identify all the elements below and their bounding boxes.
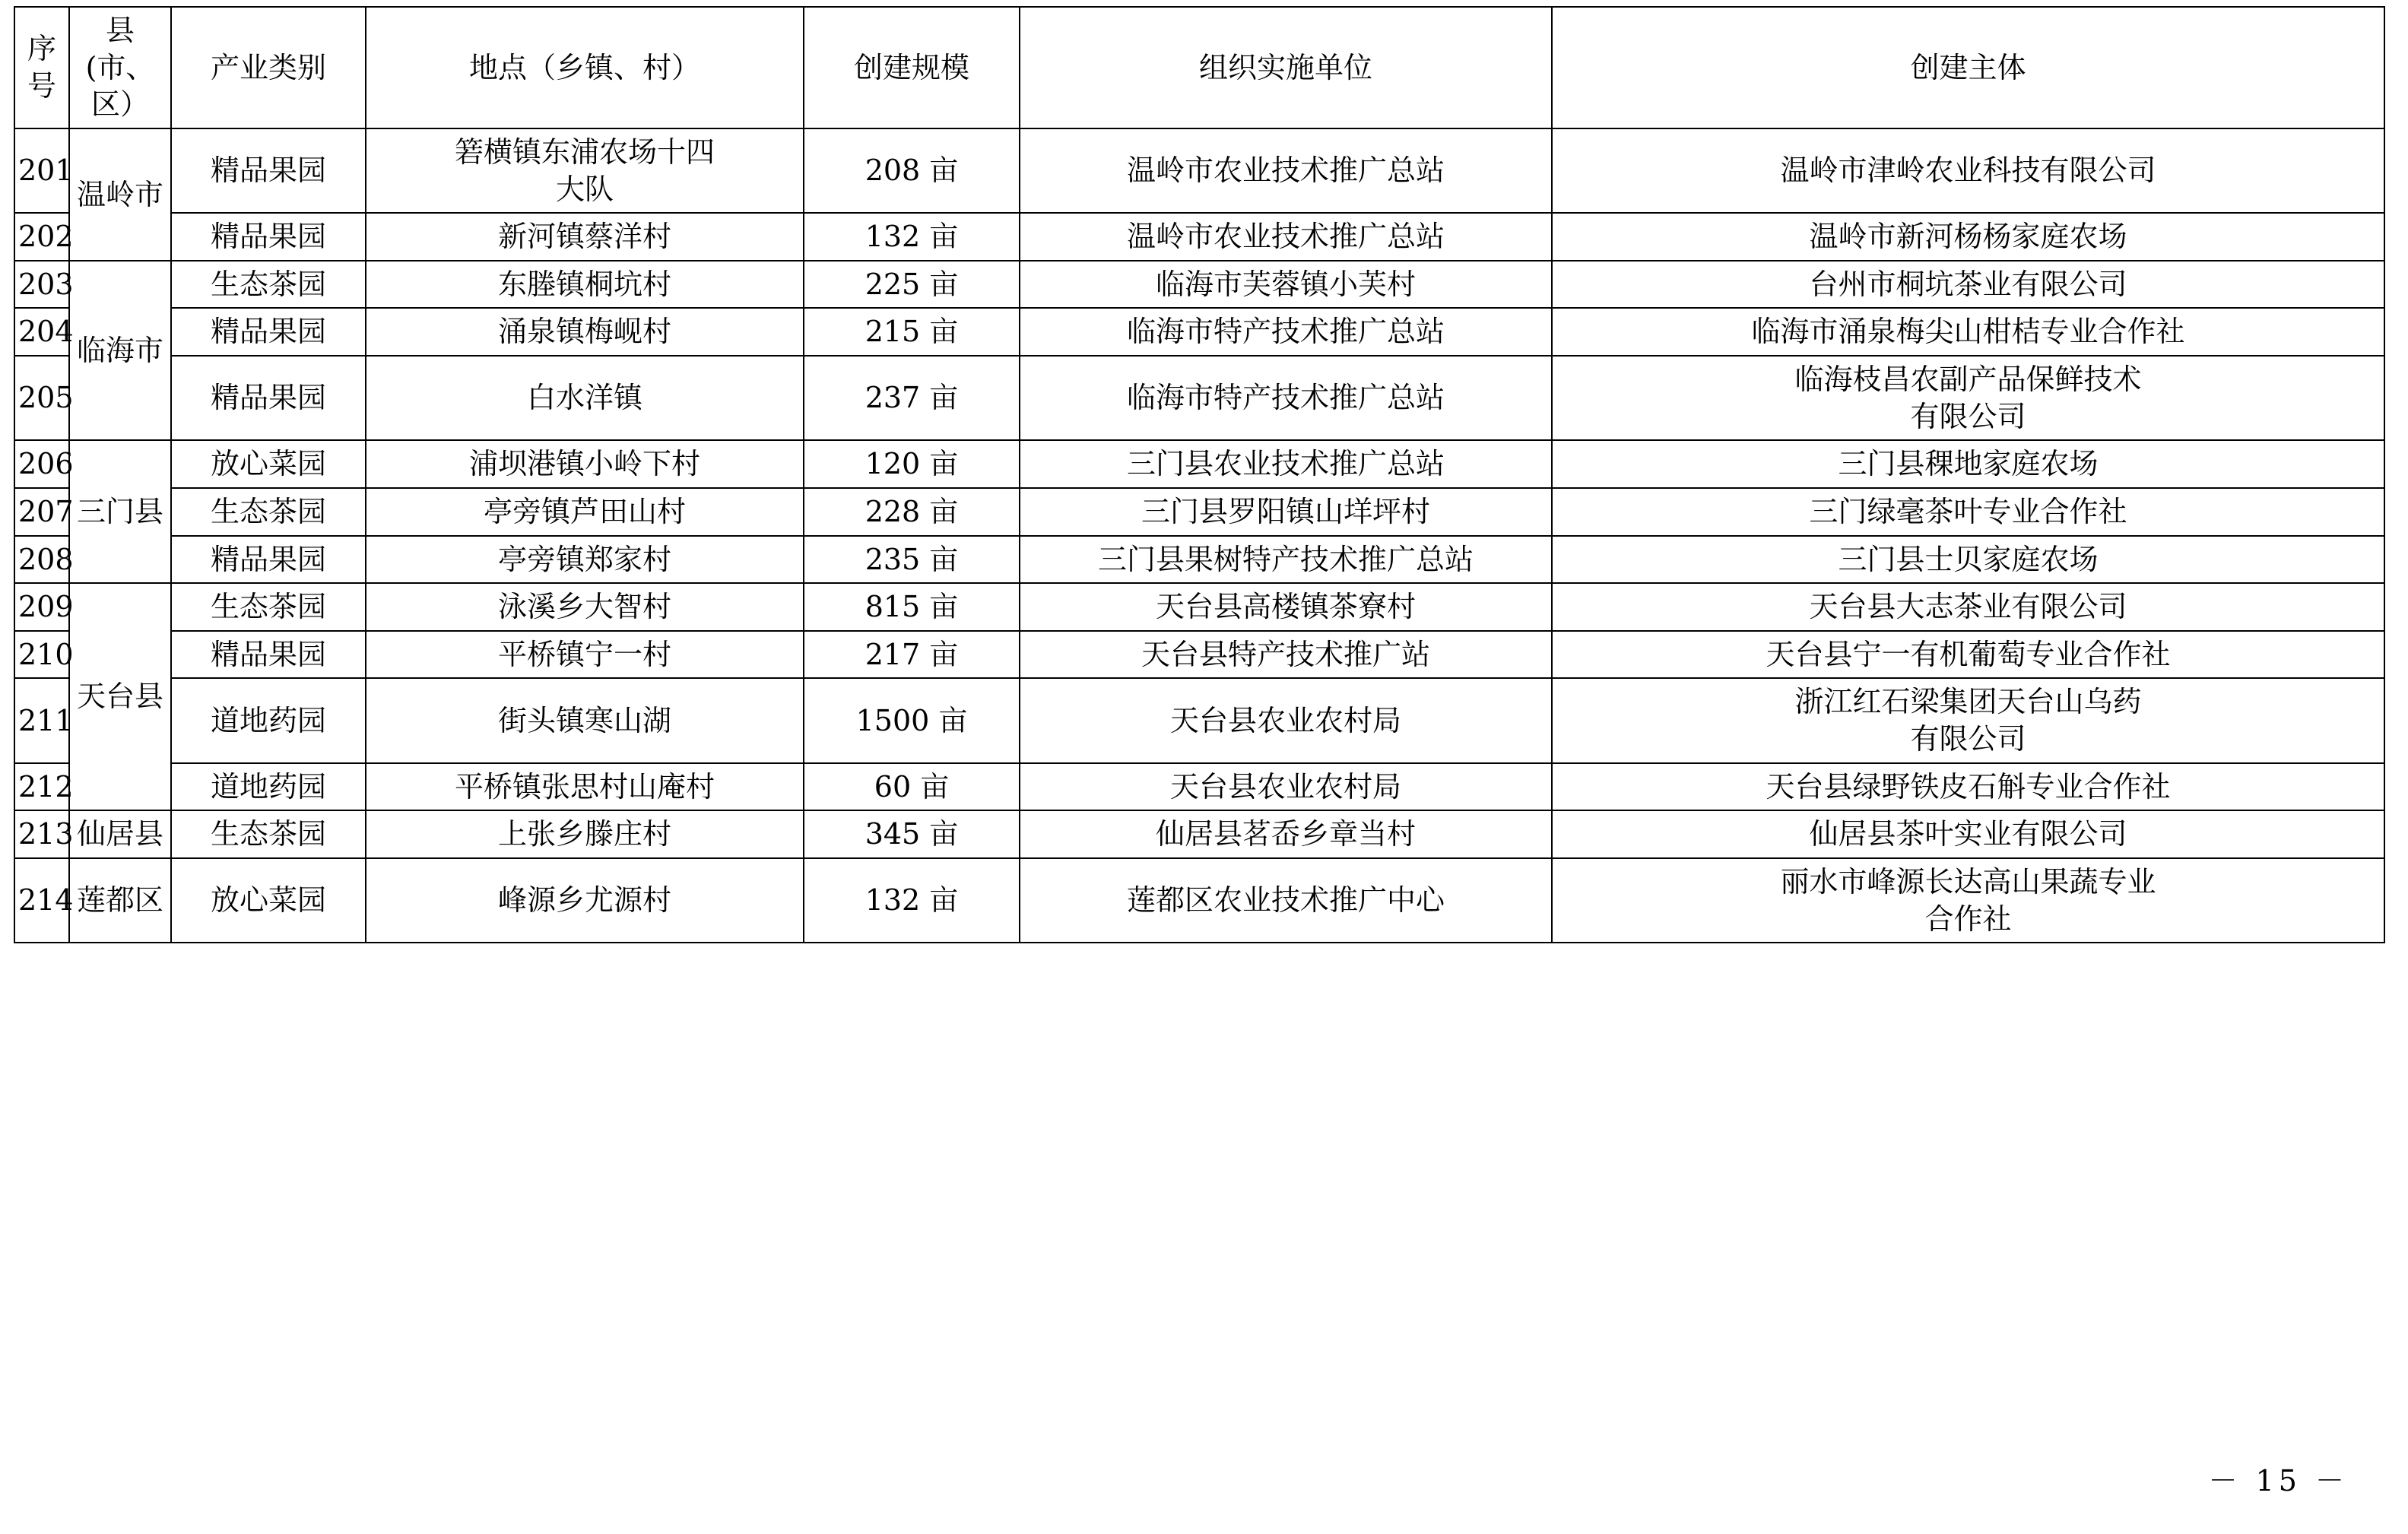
cell-subject-line1: 浙江红石梁集团天台山乌药 bbox=[1794, 685, 2142, 719]
cell-sequence: 212 bbox=[14, 763, 69, 811]
cell-subject: 三门绿毫茶叶专业合作社 bbox=[1552, 488, 2384, 536]
cell-sequence: 208 bbox=[14, 536, 69, 584]
column-header-sequence bbox=[14, 7, 69, 128]
cell-organizer: 三门县农业技术推广总站 bbox=[1020, 440, 1552, 488]
cell-sequence: 211 bbox=[14, 678, 69, 762]
cell-organizer: 天台县高楼镇茶寮村 bbox=[1020, 583, 1552, 631]
cell-county: 临海市 bbox=[69, 261, 171, 441]
cell-subject-line1: 丽水市峰源长达高山果蔬专业 bbox=[1780, 864, 2156, 899]
cell-sequence: 209 bbox=[14, 583, 69, 631]
cell-subject: 天台县大志茶业有限公司 bbox=[1552, 583, 2384, 631]
cell-organizer: 温岭市农业技术推广总站 bbox=[1020, 213, 1552, 261]
cell-industry-type: 放心菜园 bbox=[171, 440, 366, 488]
cell-scale: 345 亩 bbox=[804, 810, 1020, 858]
cell-location-line1: 箬横镇东浦农场十四 bbox=[454, 135, 715, 169]
cell-sequence: 203 bbox=[14, 261, 69, 309]
cell-location: 平桥镇张思村山庵村 bbox=[366, 763, 804, 811]
cell-sequence: 204 bbox=[14, 308, 69, 356]
table-row bbox=[14, 763, 2384, 811]
cell-subject: 温岭市津岭农业科技有限公司 bbox=[1552, 128, 2384, 213]
cell-organizer: 天台县农业农村局 bbox=[1020, 763, 1552, 811]
column-header-sequence-line2: 号 bbox=[27, 68, 56, 103]
cell-county: 温岭市 bbox=[69, 128, 171, 261]
cell-location: 平桥镇宁一村 bbox=[366, 631, 804, 679]
table-row bbox=[14, 631, 2384, 679]
column-header-location: 地点（乡镇、村） bbox=[366, 7, 804, 128]
cell-organizer: 温岭市农业技术推广总站 bbox=[1020, 128, 1552, 213]
cell-industry-type: 道地药园 bbox=[171, 763, 366, 811]
cell-subject-line2: 有限公司 bbox=[1910, 722, 2026, 756]
cell-location: 亭旁镇郑家村 bbox=[366, 536, 804, 584]
table-header-row bbox=[14, 7, 2384, 128]
cell-location: 上张乡滕庄村 bbox=[366, 810, 804, 858]
cell-scale: 237 亩 bbox=[804, 356, 1020, 440]
table-row bbox=[14, 810, 2384, 858]
cell-sequence: 202 bbox=[14, 213, 69, 261]
column-header-sequence-line1: 序 bbox=[27, 32, 56, 66]
cell-subject bbox=[1552, 356, 2384, 440]
cell-organizer: 天台县特产技术推广站 bbox=[1020, 631, 1552, 679]
cell-sequence: 210 bbox=[14, 631, 69, 679]
cell-scale: 208 亩 bbox=[804, 128, 1020, 213]
table-row bbox=[14, 440, 2384, 488]
table-row bbox=[14, 308, 2384, 356]
cell-scale: 132 亩 bbox=[804, 858, 1020, 943]
cell-organizer: 仙居县茗岙乡章当村 bbox=[1020, 810, 1552, 858]
table-body bbox=[14, 128, 2384, 943]
cell-location: 新河镇蔡洋村 bbox=[366, 213, 804, 261]
cell-industry-type: 生态茶园 bbox=[171, 583, 366, 631]
cell-sequence: 214 bbox=[14, 858, 69, 943]
column-header-county-line2: 区） bbox=[90, 87, 149, 122]
page-number: － 15 － bbox=[2208, 1464, 2349, 1498]
cell-industry-type: 道地药园 bbox=[171, 678, 366, 762]
cell-industry-type: 精品果园 bbox=[171, 128, 366, 213]
cell-sequence: 205 bbox=[14, 356, 69, 440]
table-row bbox=[14, 261, 2384, 309]
cell-organizer: 临海市特产技术推广总站 bbox=[1020, 308, 1552, 356]
cell-scale: 60 亩 bbox=[804, 763, 1020, 811]
creation-projects-table bbox=[14, 6, 2385, 943]
cell-industry-type: 生态茶园 bbox=[171, 810, 366, 858]
cell-location: 亭旁镇芦田山村 bbox=[366, 488, 804, 536]
cell-location: 涌泉镇梅岘村 bbox=[366, 308, 804, 356]
cell-industry-type: 生态茶园 bbox=[171, 261, 366, 309]
cell-subject: 台州市桐坑茶业有限公司 bbox=[1552, 261, 2384, 309]
cell-county: 仙居县 bbox=[69, 810, 171, 858]
cell-subject bbox=[1552, 678, 2384, 762]
column-header-industry-type: 产业类别 bbox=[171, 7, 366, 128]
table-row bbox=[14, 536, 2384, 584]
cell-county: 莲都区 bbox=[69, 858, 171, 943]
cell-organizer: 临海市芙蓉镇小芙村 bbox=[1020, 261, 1552, 309]
cell-subject: 三门县稞地家庭农场 bbox=[1552, 440, 2384, 488]
cell-scale: 235 亩 bbox=[804, 536, 1020, 584]
column-header-subject: 创建主体 bbox=[1552, 7, 2384, 128]
column-header-scale: 创建规模 bbox=[804, 7, 1020, 128]
cell-county: 三门县 bbox=[69, 440, 171, 583]
cell-county: 天台县 bbox=[69, 583, 171, 810]
cell-scale: 217 亩 bbox=[804, 631, 1020, 679]
cell-industry-type: 精品果园 bbox=[171, 213, 366, 261]
cell-scale: 120 亩 bbox=[804, 440, 1020, 488]
cell-scale: 215 亩 bbox=[804, 308, 1020, 356]
cell-location: 东塍镇桐坑村 bbox=[366, 261, 804, 309]
cell-subject: 天台县绿野铁皮石斛专业合作社 bbox=[1552, 763, 2384, 811]
cell-sequence: 207 bbox=[14, 488, 69, 536]
column-header-organizer: 组织实施单位 bbox=[1020, 7, 1552, 128]
table-row bbox=[14, 213, 2384, 261]
cell-sequence: 201 bbox=[14, 128, 69, 213]
column-header-county bbox=[69, 7, 171, 128]
cell-organizer: 三门县果树特产技术推广总站 bbox=[1020, 536, 1552, 584]
cell-subject-line2: 有限公司 bbox=[1910, 399, 2026, 433]
table-row bbox=[14, 488, 2384, 536]
table-row bbox=[14, 858, 2384, 943]
cell-scale: 228 亩 bbox=[804, 488, 1020, 536]
cell-sequence: 206 bbox=[14, 440, 69, 488]
cell-organizer: 三门县罗阳镇山垟坪村 bbox=[1020, 488, 1552, 536]
cell-industry-type: 生态茶园 bbox=[171, 488, 366, 536]
cell-scale: 132 亩 bbox=[804, 213, 1020, 261]
cell-location-line2: 大队 bbox=[555, 172, 614, 206]
cell-organizer: 莲都区农业技术推广中心 bbox=[1020, 858, 1552, 943]
cell-industry-type: 精品果园 bbox=[171, 308, 366, 356]
cell-subject-line1: 临海枝昌农副产品保鲜技术 bbox=[1794, 363, 2142, 396]
cell-industry-type: 精品果园 bbox=[171, 356, 366, 440]
cell-location: 泳溪乡大智村 bbox=[366, 583, 804, 631]
cell-scale: 225 亩 bbox=[804, 261, 1020, 309]
table-header bbox=[14, 7, 2384, 128]
cell-sequence: 213 bbox=[14, 810, 69, 858]
cell-subject-line2: 合作社 bbox=[1924, 902, 2012, 936]
cell-subject: 临海市涌泉梅尖山柑桔专业合作社 bbox=[1552, 308, 2384, 356]
cell-subject: 天台县宁一有机葡萄专业合作社 bbox=[1552, 631, 2384, 679]
cell-subject: 三门县士贝家庭农场 bbox=[1552, 536, 2384, 584]
cell-industry-type: 精品果园 bbox=[171, 631, 366, 679]
table-row bbox=[14, 356, 2384, 440]
table-row bbox=[14, 583, 2384, 631]
cell-location bbox=[366, 128, 804, 213]
cell-organizer: 天台县农业农村局 bbox=[1020, 678, 1552, 762]
cell-subject: 仙居县茶叶实业有限公司 bbox=[1552, 810, 2384, 858]
cell-location: 白水洋镇 bbox=[366, 356, 804, 440]
cell-subject bbox=[1552, 858, 2384, 943]
cell-organizer: 临海市特产技术推广总站 bbox=[1020, 356, 1552, 440]
cell-industry-type: 放心菜园 bbox=[171, 858, 366, 943]
cell-scale: 1500 亩 bbox=[804, 678, 1020, 762]
table-row bbox=[14, 678, 2384, 762]
table-row bbox=[14, 128, 2384, 213]
cell-scale: 815 亩 bbox=[804, 583, 1020, 631]
cell-location: 峰源乡尤源村 bbox=[366, 858, 804, 943]
cell-location: 街头镇寒山湖 bbox=[366, 678, 804, 762]
cell-industry-type: 精品果园 bbox=[171, 536, 366, 584]
cell-location: 浦坝港镇小岭下村 bbox=[366, 440, 804, 488]
column-header-county-line1: 县(市、 bbox=[85, 14, 155, 84]
cell-subject: 温岭市新河杨杨家庭农场 bbox=[1552, 213, 2384, 261]
